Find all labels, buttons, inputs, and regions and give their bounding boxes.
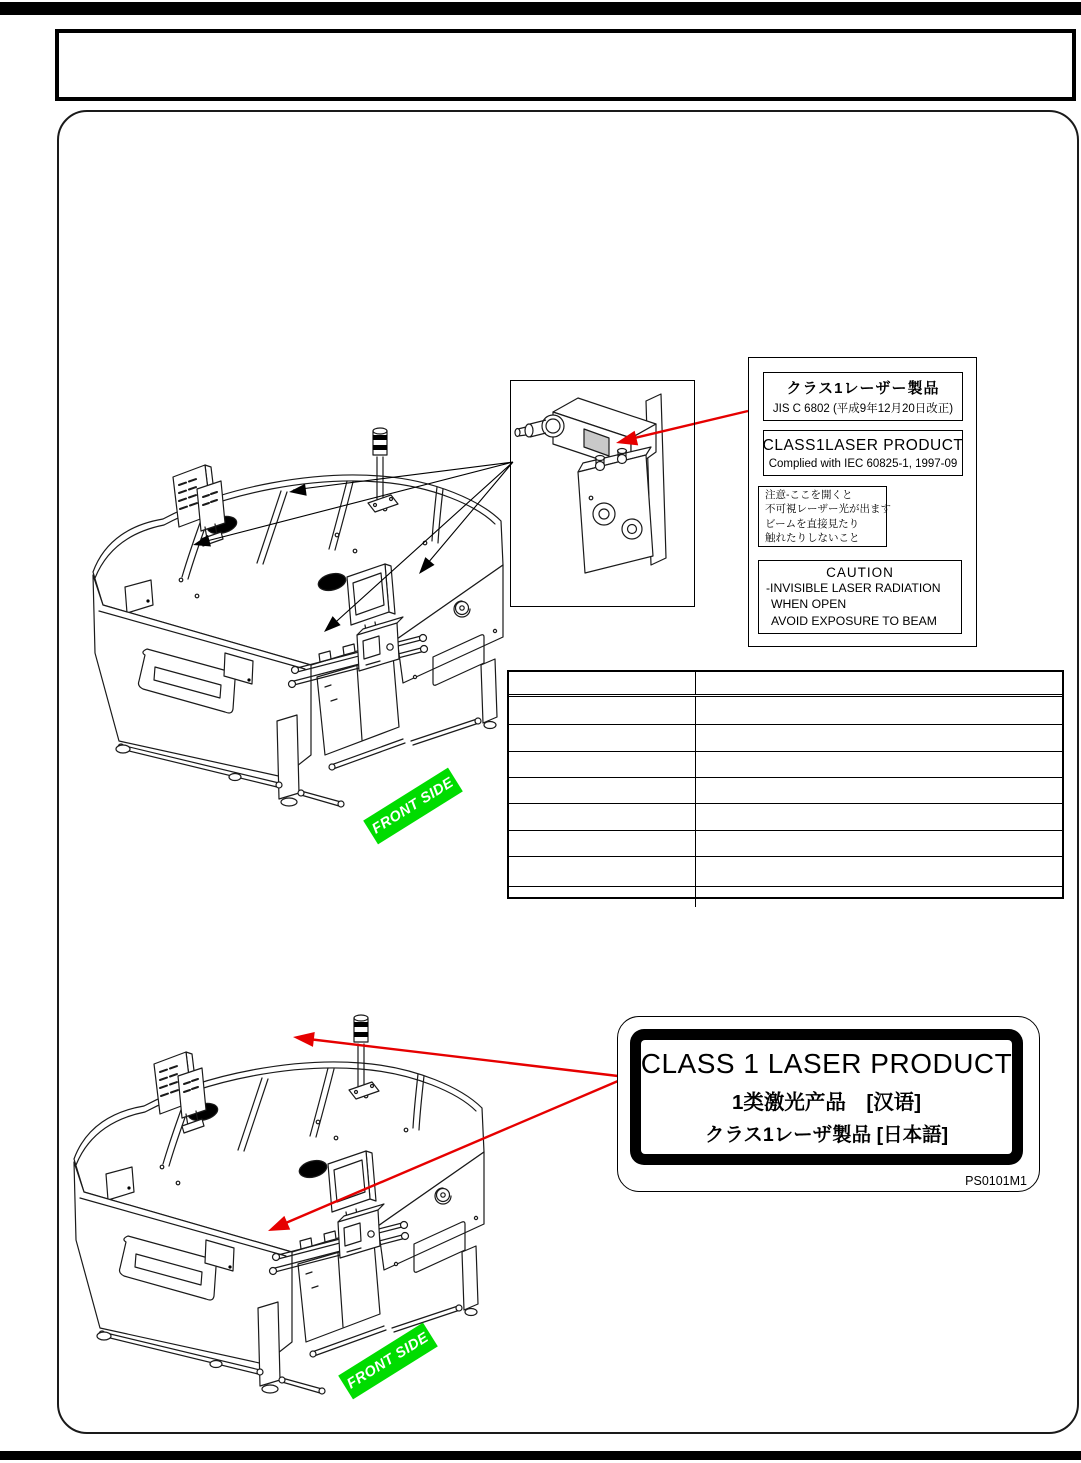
table-row xyxy=(509,697,1062,725)
table-row xyxy=(509,725,1062,752)
table-header-row xyxy=(509,672,1062,697)
label-line-jp: クラス1レーザ製品 [日本語] xyxy=(704,1123,949,1146)
class1-laser-product-label xyxy=(617,1016,1040,1192)
table-row xyxy=(509,804,1062,831)
label-jp-caution-line: 注意-ここを開くと xyxy=(765,488,853,501)
front-side-tag-bottom: FRONT SIDE xyxy=(338,1323,438,1400)
table-row xyxy=(509,857,1062,887)
machine-illustration-top xyxy=(93,428,503,807)
label-jp-caution-line: 触れたりしないこと xyxy=(765,532,860,544)
label-en-caution xyxy=(758,560,962,634)
label-jp-caution-line: 不可視レーザー光が出ます xyxy=(765,503,891,515)
label-part-number: PS0101M1 xyxy=(965,1174,1027,1188)
label-black-band xyxy=(630,1029,1023,1165)
label-en-class xyxy=(763,430,963,476)
label-en-class-title: CLASS1LASER PRODUCT xyxy=(762,436,964,454)
label-en-class-standard: Complied with IEC 60825-1, 1997-09 xyxy=(768,457,958,470)
table-row xyxy=(509,778,1062,804)
label-jp-class-standard: JIS C 6802 (平成9年12月20日改正) xyxy=(772,403,954,415)
table-row xyxy=(509,831,1062,857)
spec-table xyxy=(507,670,1064,899)
table-row xyxy=(509,887,1062,907)
label-jp-class xyxy=(763,372,963,421)
front-side-tag-top: FRONT SIDE xyxy=(363,768,463,845)
label-line-cn: 1类激光产品 [汉语] xyxy=(731,1090,922,1114)
label-en-caution-line: AVOID EXPOSURE TO BEAM xyxy=(771,613,937,628)
label-text-area xyxy=(641,1040,1012,1154)
label-callout-panel xyxy=(748,357,977,647)
label-jp-caution xyxy=(758,486,891,547)
label-line-en: CLASS 1 LASER PRODUCT xyxy=(640,1047,1013,1079)
table-row xyxy=(509,752,1062,778)
label-en-caution-line: WHEN OPEN xyxy=(771,597,847,612)
label-jp-caution-line: ビームを直接見たり xyxy=(765,517,860,530)
label-en-caution-title: CAUTION xyxy=(826,564,894,580)
label-jp-class-title: クラス1レーザー製品 xyxy=(786,380,940,397)
label-en-caution-line: -INVISIBLE LASER RADIATION xyxy=(766,580,941,595)
laser-unit-detail-box xyxy=(510,380,695,607)
